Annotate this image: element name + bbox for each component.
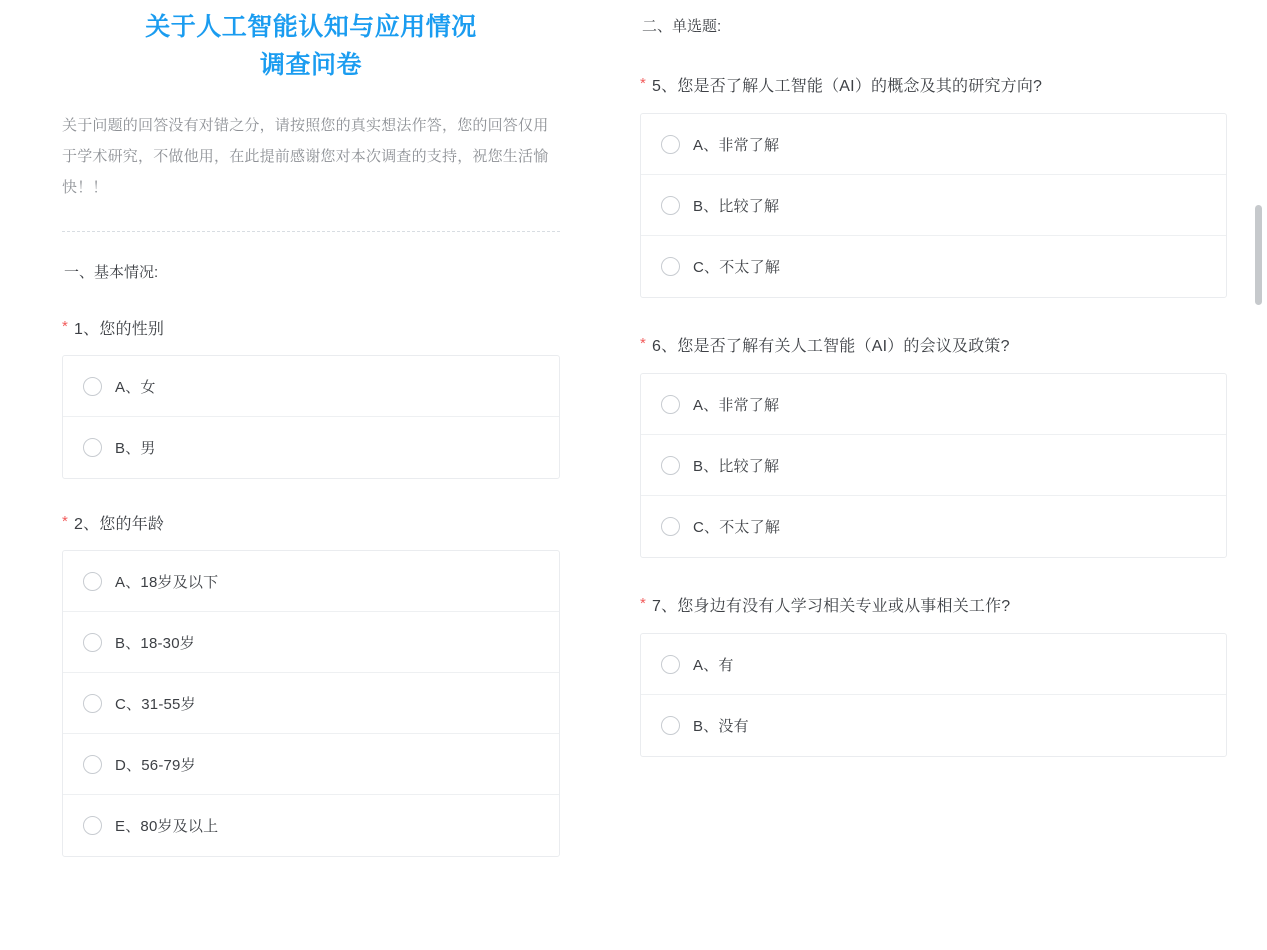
page-title-line-1: 关于人工智能认知与应用情况 [145,13,477,41]
option-row[interactable] [63,612,559,673]
option-row[interactable] [641,114,1226,175]
option-group [640,113,1227,298]
radio-icon[interactable] [83,438,102,457]
required-asterisk: * [640,75,647,92]
option-label: A、非常了解 [693,396,780,414]
question-q6 [640,331,1227,558]
option-label: A、女 [115,378,156,396]
option-group [62,550,560,857]
required-asterisk: * [62,513,69,530]
option-label: B、没有 [693,718,749,735]
option-label: B、比较了解 [693,197,780,215]
question-text: 6、您是否了解有关人工智能（AI）的会议及政策? [652,338,1010,355]
option-group [640,373,1227,558]
question-title [62,314,560,346]
radio-icon[interactable] [83,816,102,835]
radio-icon[interactable] [661,517,680,536]
option-row[interactable] [641,496,1226,557]
option-label: C、31-55岁 [115,695,196,713]
option-row[interactable] [641,695,1226,756]
radio-icon[interactable] [661,257,680,276]
option-label: A、非常了解 [693,136,780,154]
option-row[interactable] [63,417,559,478]
radio-icon[interactable] [83,572,102,591]
right-column [620,0,1267,950]
question-text: 5、您是否了解人工智能（AI）的概念及其的研究方向? [652,78,1043,95]
question-q1 [62,314,560,479]
radio-icon[interactable] [83,694,102,713]
option-label: B、18-30岁 [115,634,195,652]
option-group [62,355,560,479]
section-heading-basic: 一、基本情况: [64,264,159,281]
option-label: B、男 [115,440,156,457]
option-row[interactable] [641,435,1226,496]
radio-icon[interactable] [83,377,102,396]
option-label: C、不太了解 [693,519,781,536]
option-row[interactable] [641,374,1226,435]
question-q7 [640,591,1227,757]
radio-icon[interactable] [661,196,680,215]
radio-icon[interactable] [661,716,680,735]
page-title [62,8,560,84]
radio-icon[interactable] [661,395,680,414]
option-label: D、56-79岁 [115,756,196,774]
left-column [0,0,620,950]
radio-icon[interactable] [661,655,680,674]
radio-icon[interactable] [83,755,102,774]
question-q2 [62,509,560,857]
question-title [640,591,1227,623]
question-text: 2、您的年龄 [74,516,165,533]
divider [62,231,560,232]
question-title [640,331,1227,363]
option-label: A、18岁及以下 [115,573,219,591]
option-row[interactable] [63,356,559,417]
option-row[interactable] [63,551,559,612]
required-asterisk: * [62,318,69,335]
question-title [640,71,1227,103]
required-asterisk: * [640,335,647,352]
survey-description: 关于问题的回答没有对错之分，请按照您的真实想法作答，您的回答仅用于学术研究，不做他用，在此提前感谢您对本次调查的支持，祝您生活愉快！！ [62,117,549,196]
question-title [62,509,560,541]
section-heading-single-choice: 二、单选题: [642,18,722,35]
option-row[interactable] [641,175,1226,236]
option-row[interactable] [63,673,559,734]
option-label: E、80岁及以上 [115,818,219,835]
option-label: C、不太了解 [693,259,781,276]
page-scrollbar[interactable] [1254,0,1262,950]
option-label: B、比较了解 [693,457,780,475]
option-row[interactable] [641,634,1226,695]
scrollbar-thumb[interactable] [1255,205,1262,305]
option-row[interactable] [63,734,559,795]
radio-icon[interactable] [661,456,680,475]
option-label: A、有 [693,656,734,674]
page-title-line-2: 调查问卷 [259,51,362,79]
question-q5 [640,71,1227,298]
radio-icon[interactable] [661,135,680,154]
radio-icon[interactable] [83,633,102,652]
option-row[interactable] [641,236,1226,297]
option-row[interactable] [63,795,559,856]
option-group [640,633,1227,757]
question-text: 7、您身边有没有人学习相关专业或从事相关工作? [652,598,1011,615]
question-text: 1、您的性别 [74,321,165,338]
required-asterisk: * [640,595,647,612]
